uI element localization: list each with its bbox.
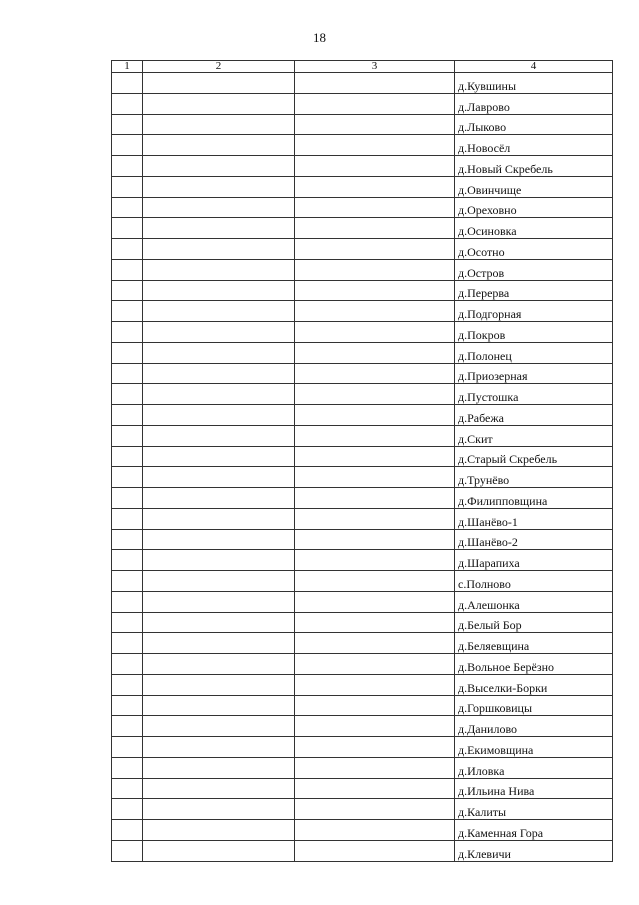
table-cell-col3 [295, 840, 455, 861]
table-cell-col4: с.Полново [455, 571, 613, 592]
table-cell-col2 [143, 135, 295, 156]
table-row [112, 799, 613, 820]
table-cell-col3 [295, 674, 455, 695]
table-cell-col1 [112, 363, 143, 384]
table-cell-col1 [112, 197, 143, 218]
table-cell-col1 [112, 695, 143, 716]
table-cell-col2 [143, 508, 295, 529]
table-cell-col2 [143, 674, 295, 695]
table-row [112, 571, 613, 592]
column-header-1: 1 [112, 61, 143, 73]
table-row [112, 737, 613, 758]
table-cell-col2 [143, 695, 295, 716]
table-cell-col1 [112, 135, 143, 156]
table-cell-col3 [295, 612, 455, 633]
table-row [112, 674, 613, 695]
table-cell-col3 [295, 508, 455, 529]
table-row [112, 384, 613, 405]
table-cell-col1 [112, 529, 143, 550]
table-cell-col1 [112, 425, 143, 446]
table-cell-col4: д.Лаврово [455, 93, 613, 114]
table-cell-col4: д.Шанёво-1 [455, 508, 613, 529]
table-body [112, 61, 613, 862]
table-cell-col1 [112, 218, 143, 239]
table-cell-col4: д.Старый Скребель [455, 446, 613, 467]
table-cell-col4: д.Кувшины [455, 73, 613, 94]
table-cell-col3 [295, 93, 455, 114]
table-cell-col3 [295, 73, 455, 94]
column-header-2: 2 [143, 61, 295, 73]
table-row [112, 239, 613, 260]
table-cell-col3 [295, 757, 455, 778]
table-cell-col2 [143, 363, 295, 384]
table-cell-col1 [112, 716, 143, 737]
table-cell-col1 [112, 508, 143, 529]
table-row [112, 280, 613, 301]
table-row [112, 695, 613, 716]
table-cell-col1 [112, 384, 143, 405]
table-cell-col4: д.Осотно [455, 239, 613, 260]
table-cell-col2 [143, 93, 295, 114]
table-cell-col2 [143, 633, 295, 654]
table-cell-col2 [143, 737, 295, 758]
page-number: 18 [313, 30, 326, 45]
table-cell-col4: д.Вольное Берёзно [455, 654, 613, 675]
table-cell-col4: д.Ильина Нива [455, 778, 613, 799]
table-cell-col4: д.Беляевщина [455, 633, 613, 654]
table-cell-col3 [295, 488, 455, 509]
table-cell-col3 [295, 425, 455, 446]
table-cell-col1 [112, 840, 143, 861]
table-cell-col3 [295, 633, 455, 654]
table-cell-col1 [112, 633, 143, 654]
table-cell-col3 [295, 737, 455, 758]
table-row [112, 612, 613, 633]
table-cell-col4: д.Пустошка [455, 384, 613, 405]
table-cell-col3 [295, 446, 455, 467]
table-cell-col4: д.Приозерная [455, 363, 613, 384]
table-cell-col2 [143, 488, 295, 509]
table-cell-col2 [143, 612, 295, 633]
table-cell-col1 [112, 405, 143, 426]
table-cell-col2 [143, 176, 295, 197]
table-cell-col1 [112, 322, 143, 343]
table-cell-col4: д.Лыково [455, 114, 613, 135]
table-cell-col2 [143, 280, 295, 301]
table-cell-col3 [295, 363, 455, 384]
table-cell-col4: д.Подгорная [455, 301, 613, 322]
table-row [112, 550, 613, 571]
table-cell-col2 [143, 840, 295, 861]
table-cell-col3 [295, 156, 455, 177]
table-cell-col3 [295, 654, 455, 675]
table-cell-col1 [112, 654, 143, 675]
table-cell-col4: д.Иловка [455, 757, 613, 778]
table-row [112, 73, 613, 94]
table-cell-col4: д.Трунёво [455, 467, 613, 488]
table-cell-col3 [295, 529, 455, 550]
table-cell-col3 [295, 301, 455, 322]
table-row [112, 405, 613, 426]
table-cell-col4: д.Покров [455, 322, 613, 343]
table-cell-col3 [295, 259, 455, 280]
table-cell-col2 [143, 114, 295, 135]
table-cell-col1 [112, 778, 143, 799]
table-row [112, 488, 613, 509]
table-cell-col4: д.Ореховно [455, 197, 613, 218]
table-cell-col1 [112, 550, 143, 571]
table-row [112, 446, 613, 467]
table-cell-col2 [143, 197, 295, 218]
table-cell-col2 [143, 550, 295, 571]
table-cell-col2 [143, 467, 295, 488]
table-cell-col2 [143, 778, 295, 799]
table-cell-col4: д.Полонец [455, 342, 613, 363]
table-cell-col3 [295, 799, 455, 820]
table-cell-col1 [112, 280, 143, 301]
table-cell-col2 [143, 322, 295, 343]
table-cell-col2 [143, 820, 295, 841]
table-cell-col1 [112, 674, 143, 695]
table-cell-col2 [143, 342, 295, 363]
table-cell-col1 [112, 239, 143, 260]
table-cell-col2 [143, 757, 295, 778]
settlements-table [111, 60, 613, 862]
table-row [112, 757, 613, 778]
table-cell-col3 [295, 405, 455, 426]
table-row [112, 840, 613, 861]
table-cell-col4: д.Екимовщина [455, 737, 613, 758]
table-cell-col1 [112, 488, 143, 509]
table-cell-col1 [112, 301, 143, 322]
table-cell-col1 [112, 342, 143, 363]
table-cell-col4: д.Новый Скребель [455, 156, 613, 177]
table-cell-col4: д.Белый Бор [455, 612, 613, 633]
table-row [112, 342, 613, 363]
table-cell-col4: д.Калиты [455, 799, 613, 820]
column-header-3: 3 [295, 61, 455, 73]
table-cell-col1 [112, 737, 143, 758]
table-cell-col2 [143, 239, 295, 260]
table-cell-col3 [295, 280, 455, 301]
table-cell-col1 [112, 591, 143, 612]
table-cell-col2 [143, 591, 295, 612]
table-row [112, 93, 613, 114]
table-row [112, 820, 613, 841]
table-cell-col2 [143, 799, 295, 820]
table-header-row [112, 61, 613, 73]
table-cell-col1 [112, 114, 143, 135]
table-cell-col4: д.Алешонка [455, 591, 613, 612]
table-cell-col4: д.Осиновка [455, 218, 613, 239]
table-cell-col1 [112, 259, 143, 280]
table-cell-col4: д.Каменная Гора [455, 820, 613, 841]
table-cell-col3 [295, 135, 455, 156]
table-cell-col3 [295, 197, 455, 218]
table-row [112, 633, 613, 654]
table-cell-col2 [143, 446, 295, 467]
table-cell-col2 [143, 425, 295, 446]
table-row [112, 425, 613, 446]
table-row [112, 591, 613, 612]
table-cell-col1 [112, 612, 143, 633]
table-row [112, 467, 613, 488]
table-cell-col4: д.Рабежа [455, 405, 613, 426]
table-cell-col3 [295, 820, 455, 841]
table-cell-col2 [143, 384, 295, 405]
table-cell-col4: д.Клевичи [455, 840, 613, 861]
table-row [112, 363, 613, 384]
table-row [112, 654, 613, 675]
table-row [112, 529, 613, 550]
table-cell-col1 [112, 820, 143, 841]
table-row [112, 156, 613, 177]
table-cell-col3 [295, 550, 455, 571]
column-header-4: 4 [455, 61, 613, 73]
table-cell-col2 [143, 301, 295, 322]
table-cell-col2 [143, 716, 295, 737]
table-row [112, 197, 613, 218]
table-cell-col1 [112, 467, 143, 488]
table-row [112, 135, 613, 156]
table-cell-col4: д.Горшковицы [455, 695, 613, 716]
table-cell-col2 [143, 654, 295, 675]
table-cell-col3 [295, 342, 455, 363]
table-cell-col4: д.Перерва [455, 280, 613, 301]
table-cell-col1 [112, 93, 143, 114]
table-cell-col2 [143, 529, 295, 550]
table-cell-col3 [295, 322, 455, 343]
table-cell-col3 [295, 239, 455, 260]
table-cell-col4: д.Овинчище [455, 176, 613, 197]
table-row [112, 778, 613, 799]
table-cell-col3 [295, 571, 455, 592]
table-cell-col3 [295, 695, 455, 716]
table-cell-col4: д.Шанёво-2 [455, 529, 613, 550]
table-row [112, 322, 613, 343]
table-cell-col4: д.Выселки-Борки [455, 674, 613, 695]
table-cell-col4: д.Новосёл [455, 135, 613, 156]
table-cell-col1 [112, 571, 143, 592]
table-cell-col4: д.Шарапиха [455, 550, 613, 571]
table-cell-col4: д.Скит [455, 425, 613, 446]
table-row [112, 301, 613, 322]
table-cell-col3 [295, 591, 455, 612]
table-cell-col1 [112, 156, 143, 177]
table-cell-col4: д.Остров [455, 259, 613, 280]
table-row [112, 218, 613, 239]
table-cell-col1 [112, 446, 143, 467]
table-cell-col2 [143, 571, 295, 592]
table-cell-col1 [112, 799, 143, 820]
table-cell-col2 [143, 156, 295, 177]
table-cell-col3 [295, 716, 455, 737]
table-cell-col2 [143, 218, 295, 239]
table-row [112, 114, 613, 135]
table-cell-col3 [295, 218, 455, 239]
table-cell-col4: д.Данилово [455, 716, 613, 737]
table-cell-col3 [295, 114, 455, 135]
table-row [112, 176, 613, 197]
table-cell-col3 [295, 467, 455, 488]
table-row [112, 259, 613, 280]
table-cell-col1 [112, 73, 143, 94]
table-cell-col1 [112, 176, 143, 197]
table-row [112, 508, 613, 529]
table-cell-col2 [143, 405, 295, 426]
table-row [112, 716, 613, 737]
table-cell-col2 [143, 259, 295, 280]
table-cell-col3 [295, 176, 455, 197]
table-cell-col1 [112, 757, 143, 778]
table-cell-col4: д.Филипповщина [455, 488, 613, 509]
table-cell-col2 [143, 73, 295, 94]
table-cell-col3 [295, 778, 455, 799]
table-cell-col3 [295, 384, 455, 405]
